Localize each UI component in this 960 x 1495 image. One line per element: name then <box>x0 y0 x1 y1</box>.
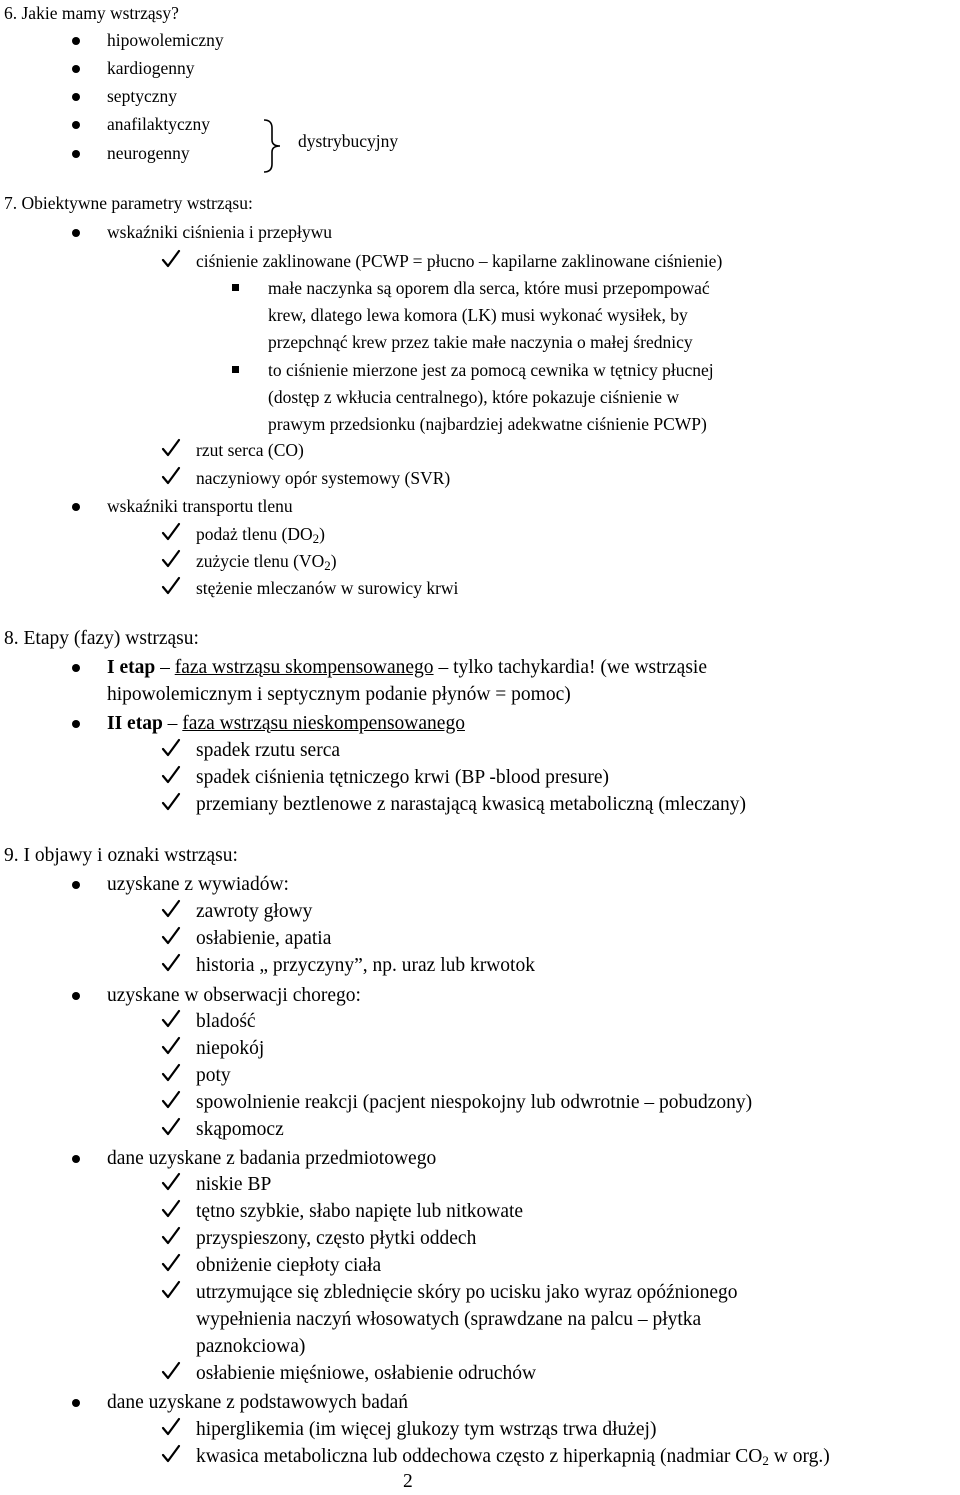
square-bullet-icon <box>232 366 239 373</box>
check-mark-icon <box>160 1252 182 1274</box>
paragraph-line: małe naczynka są oporem dla serca, które musi przepompować <box>268 278 710 298</box>
list-item: tętno szybkie, słabo napięte lub nitkowate <box>196 1201 524 1222</box>
list-item: przemiany beztlenowe z narastającą kwasicą metaboliczną (mleczany) <box>196 794 747 815</box>
paragraph-line: hipowolemicznym i septycznym podanie płynów = pomoc) <box>107 684 571 705</box>
bullet-dot-icon <box>72 881 80 889</box>
list-item: utrzymujące się zblednięcie skóry po ucisku jako wyraz opóźnionego <box>196 1282 738 1303</box>
bullet-dot-icon <box>72 992 80 1000</box>
check-mark-icon <box>160 1008 182 1030</box>
page-number: 2 <box>403 1471 413 1492</box>
check-mark-icon <box>160 925 182 947</box>
check-mark-icon <box>160 437 182 459</box>
paragraph-line: wypełnienia naczyń włosowatych (sprawdzane na palcu – płytka <box>196 1309 702 1330</box>
bullet-dot-icon <box>72 65 80 73</box>
list-item: wskaźniki transportu tlenu <box>107 496 293 516</box>
list-item: zawroty głowy <box>196 901 313 922</box>
check-mark-icon <box>160 1062 182 1084</box>
check-mark-icon <box>160 1198 182 1220</box>
list-item: niskie BP <box>196 1174 272 1195</box>
check-mark-icon <box>160 791 182 813</box>
list-item: zużycie tlenu $(VO_2)$ <box>196 551 337 573</box>
paragraph-line: paznokciowa) <box>196 1336 306 1357</box>
list-item: hiperglikemia (im więcej glukozy tym wstrząs trwa dłużej) <box>196 1419 657 1440</box>
list-item: niepokój <box>196 1038 265 1059</box>
list-item: bladość <box>196 1011 256 1032</box>
list-item: uzyskane w obserwacji chorego: <box>107 985 361 1006</box>
list-item: przyspieszony, często płytki oddech <box>196 1228 477 1249</box>
check-mark-icon <box>160 1360 182 1382</box>
right-brace-icon <box>262 118 284 174</box>
check-mark-icon <box>160 575 182 597</box>
bullet-dot-icon <box>72 37 80 45</box>
list-item: II etap – faza wstrząsu nieskompensowanego <box>107 713 465 734</box>
list-item: uzyskane z wywiadów: <box>107 874 289 895</box>
list-item: obniżenie ciepłoty ciała <box>196 1255 382 1276</box>
check-mark-icon <box>160 1279 182 1301</box>
section-8-heading: 8. Etapy (fazy) wstrząsu: <box>4 628 199 649</box>
paragraph-line: to ciśnienie mierzone jest za pomocą cewnika w tętnicy płucnej <box>268 360 714 380</box>
list-item: spadek ciśnienia tętniczego krwi (BP -blood presure) <box>196 767 609 788</box>
square-bullet-icon <box>232 284 239 291</box>
brace-label: dystrybucyjny <box>298 131 399 151</box>
check-mark-icon <box>160 465 182 487</box>
bullet-dot-icon <box>72 664 80 672</box>
list-item: hipowolemiczny <box>107 30 224 50</box>
section-9-heading: 9. I objawy i oznaki wstrząsu: <box>4 845 238 866</box>
bullet-dot-icon <box>72 121 80 129</box>
paragraph-line: prawym przedsionku (najbardziej adekwatne ciśnienie PCWP) <box>268 414 707 434</box>
list-item: ciśnienie zaklinowane (PCWP = płucno – kapilarne zaklinowane ciśnienie) <box>196 251 723 271</box>
check-mark-icon <box>160 1089 182 1111</box>
check-mark-icon <box>160 1443 182 1465</box>
bullet-dot-icon <box>72 93 80 101</box>
bullet-dot-icon <box>72 150 80 158</box>
bullet-dot-icon <box>72 1399 80 1407</box>
list-item: osłabienie, apatia <box>196 928 332 949</box>
bullet-dot-icon <box>72 229 80 237</box>
list-item: spadek rzutu serca <box>196 740 341 761</box>
check-mark-icon <box>160 952 182 974</box>
check-mark-icon <box>160 1225 182 1247</box>
check-mark-icon <box>160 764 182 786</box>
list-item: skąpomocz <box>196 1119 284 1140</box>
list-item: I etap – faza wstrząsu skompensowanego – tylko tachykardia! (we wstrząsie <box>107 657 708 678</box>
paragraph-line: przepchnąć krew przez takie małe naczynia o małej średnicy <box>268 332 693 352</box>
list-item: dane uzyskane z podstawowych badań <box>107 1392 409 1413</box>
check-mark-icon <box>160 737 182 759</box>
list-item: podaż tlenu $(DO_2)$ <box>196 524 325 546</box>
section-6-heading: 6. Jakie mamy wstrząsy? <box>4 3 179 23</box>
check-mark-icon <box>160 1116 182 1138</box>
paragraph-line: (dostęp z wkłucia centralnego), które pokazuje ciśnienie w <box>268 387 680 407</box>
section-7-heading: 7. Obiektywne parametry wstrząsu: <box>4 193 253 213</box>
list-item: neurogenny <box>107 143 190 163</box>
bullet-dot-icon <box>72 1155 80 1163</box>
list-item: kardiogenny <box>107 58 195 78</box>
list-item: kwasica metaboliczna lub oddechowa często z hiperkapnią (nadmiar $CO_2$ w org.) <box>196 1446 830 1468</box>
paragraph-line: krew, dlatego lewa komora (LK) musi wykonać wysiłek, by <box>268 305 688 325</box>
check-mark-icon <box>160 1035 182 1057</box>
list-item: dane uzyskane z badania przedmiotowego <box>107 1148 437 1169</box>
list-item: naczyniowy opór systemowy (SVR) <box>196 468 451 488</box>
check-mark-icon <box>160 248 182 270</box>
check-mark-icon <box>160 1416 182 1438</box>
check-mark-icon <box>160 898 182 920</box>
list-item: osłabienie mięśniowe, osłabienie odruchów <box>196 1363 537 1384</box>
list-item: spowolnienie reakcji (pacjent niespokojny lub odwrotnie – pobudzony) <box>196 1092 753 1113</box>
list-item: poty <box>196 1065 231 1086</box>
bullet-dot-icon <box>72 503 80 511</box>
list-item: wskaźniki ciśnienia i przepływu <box>107 222 333 242</box>
list-item: rzut serca (CO) <box>196 440 304 460</box>
list-item: stężenie mleczanów w surowicy krwi <box>196 578 459 598</box>
list-item: anafilaktyczny <box>107 114 211 134</box>
bullet-dot-icon <box>72 720 80 728</box>
list-item: historia „ przyczyny”, np. uraz lub krwotok <box>196 955 535 976</box>
list-item: septyczny <box>107 86 177 106</box>
check-mark-icon <box>160 548 182 570</box>
check-mark-icon <box>160 1171 182 1193</box>
check-mark-icon <box>160 521 182 543</box>
